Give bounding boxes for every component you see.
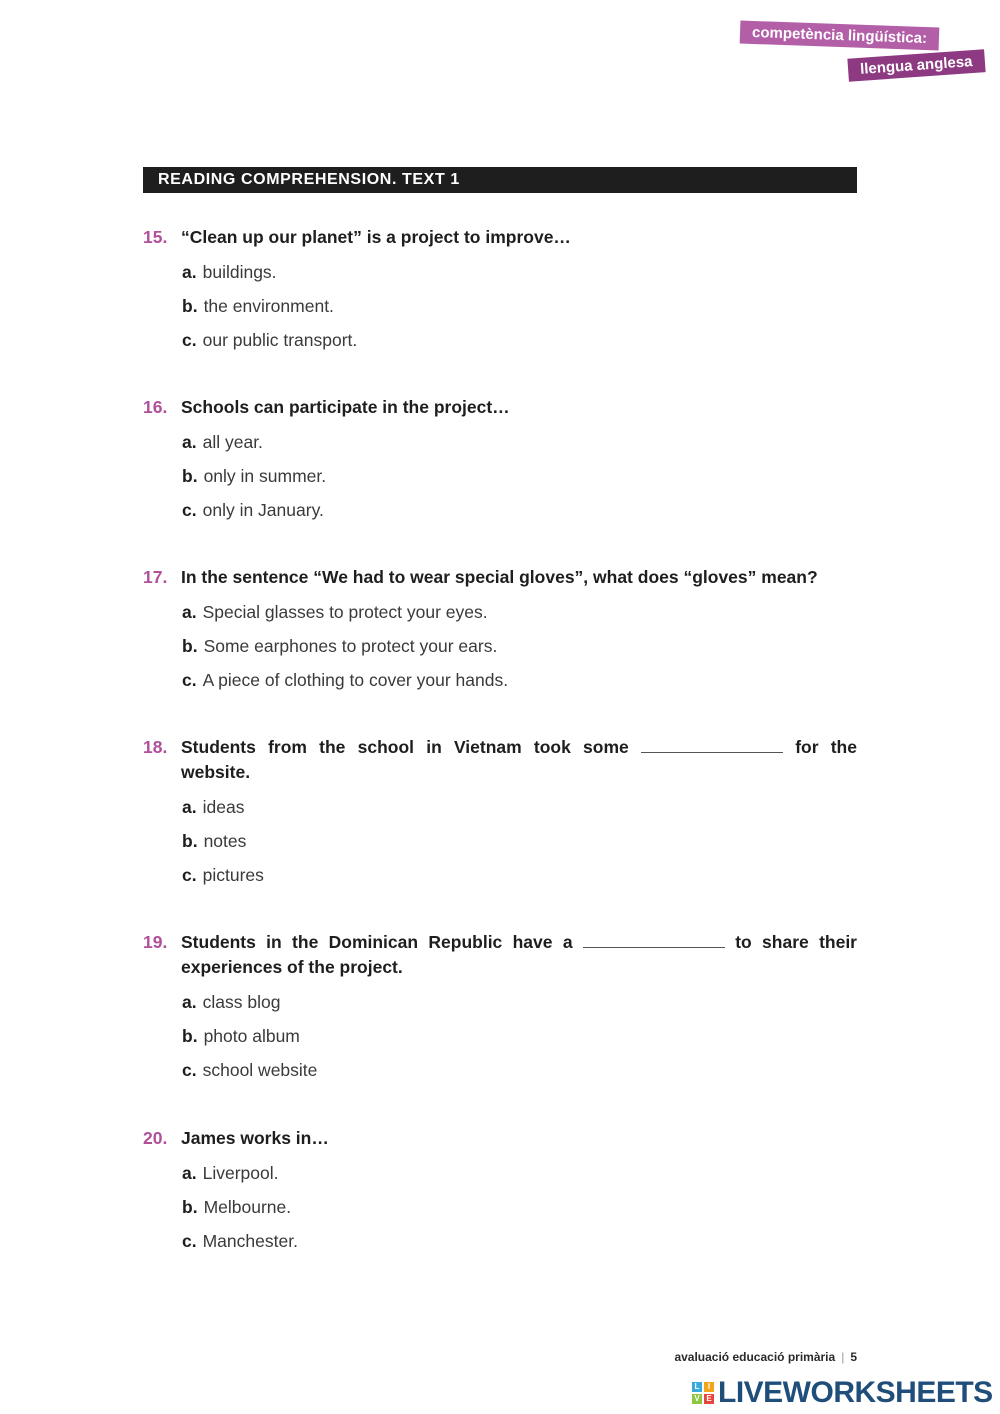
- question-17: [143, 565, 857, 702]
- page-footer: avaluació educació primària | 5: [674, 1350, 857, 1364]
- logo-square-v: V: [692, 1394, 702, 1404]
- answer-option-c[interactable]: c. only in January.: [182, 500, 324, 520]
- question-18: [143, 735, 857, 897]
- subject-tag-competence: competència lingüística:: [740, 21, 940, 51]
- answer-option-a[interactable]: a. buildings.: [182, 262, 277, 282]
- answer-option-b[interactable]: b. Melbourne.: [182, 1197, 292, 1217]
- question-number: 20.: [143, 1128, 168, 1148]
- question-text: Students from the school in Vietnam took some for the website.: [181, 737, 857, 782]
- answer-option-b[interactable]: b. only in summer.: [182, 466, 327, 486]
- liveworksheets-wordmark: LIVEWORKSHEETS: [718, 1376, 993, 1409]
- answer-option-b[interactable]: b. photo album: [182, 1026, 300, 1046]
- page-number: 5: [850, 1350, 857, 1364]
- liveworksheets-icon: [692, 1382, 714, 1404]
- question-text: “Clean up our planet” is a project to improve…: [181, 227, 571, 247]
- answer-option-a[interactable]: a. Liverpool.: [182, 1163, 279, 1183]
- answer-option-a[interactable]: a. all year.: [182, 432, 263, 452]
- question-number: 15.: [143, 227, 168, 247]
- answer-option-b[interactable]: b. the environment.: [182, 296, 334, 316]
- answer-option-c[interactable]: c. A piece of clothing to cover your hands.: [182, 670, 509, 690]
- answer-option-c[interactable]: c. Manchester.: [182, 1231, 298, 1251]
- question-text: James works in…: [181, 1128, 329, 1148]
- liveworksheets-logo: [692, 1376, 993, 1410]
- question-number: 16.: [143, 397, 168, 417]
- question-text: In the sentence “We had to wear special gloves”, what does “gloves” mean?: [181, 567, 818, 587]
- answer-option-c[interactable]: c. school website: [182, 1060, 318, 1080]
- answer-option-a[interactable]: a. Special glasses to protect your eyes.: [182, 602, 488, 622]
- question-text: Schools can participate in the project…: [181, 397, 510, 417]
- logo-square-i: I: [704, 1382, 714, 1392]
- question-16: [143, 395, 857, 532]
- question-number: 18.: [143, 737, 168, 757]
- logo-square-e: E: [704, 1394, 714, 1404]
- section-title-bar: READING COMPREHENSION. TEXT 1: [143, 167, 857, 193]
- logo-square-l: L: [692, 1382, 702, 1392]
- answer-blank: [583, 933, 725, 948]
- answer-option-a[interactable]: a. class blog: [182, 992, 281, 1012]
- answer-option-c[interactable]: c. pictures: [182, 865, 264, 885]
- question-number: 19.: [143, 932, 168, 952]
- answer-blank: [641, 738, 783, 753]
- question-20: [143, 1126, 857, 1263]
- question-15: [143, 225, 857, 362]
- subject-tag-language: llengua anglesa: [847, 49, 985, 81]
- question-number: 17.: [143, 567, 168, 587]
- answer-option-b[interactable]: b. Some earphones to protect your ears.: [182, 636, 498, 656]
- answer-option-c[interactable]: c. our public transport.: [182, 330, 358, 350]
- answer-option-a[interactable]: a. ideas: [182, 797, 245, 817]
- question-text: Students in the Dominican Republic have a to share their experiences of the project.: [181, 932, 857, 977]
- footer-label: avaluació educació primària: [674, 1350, 836, 1364]
- answer-option-b[interactable]: b. notes: [182, 831, 247, 851]
- question-19: [143, 930, 857, 1092]
